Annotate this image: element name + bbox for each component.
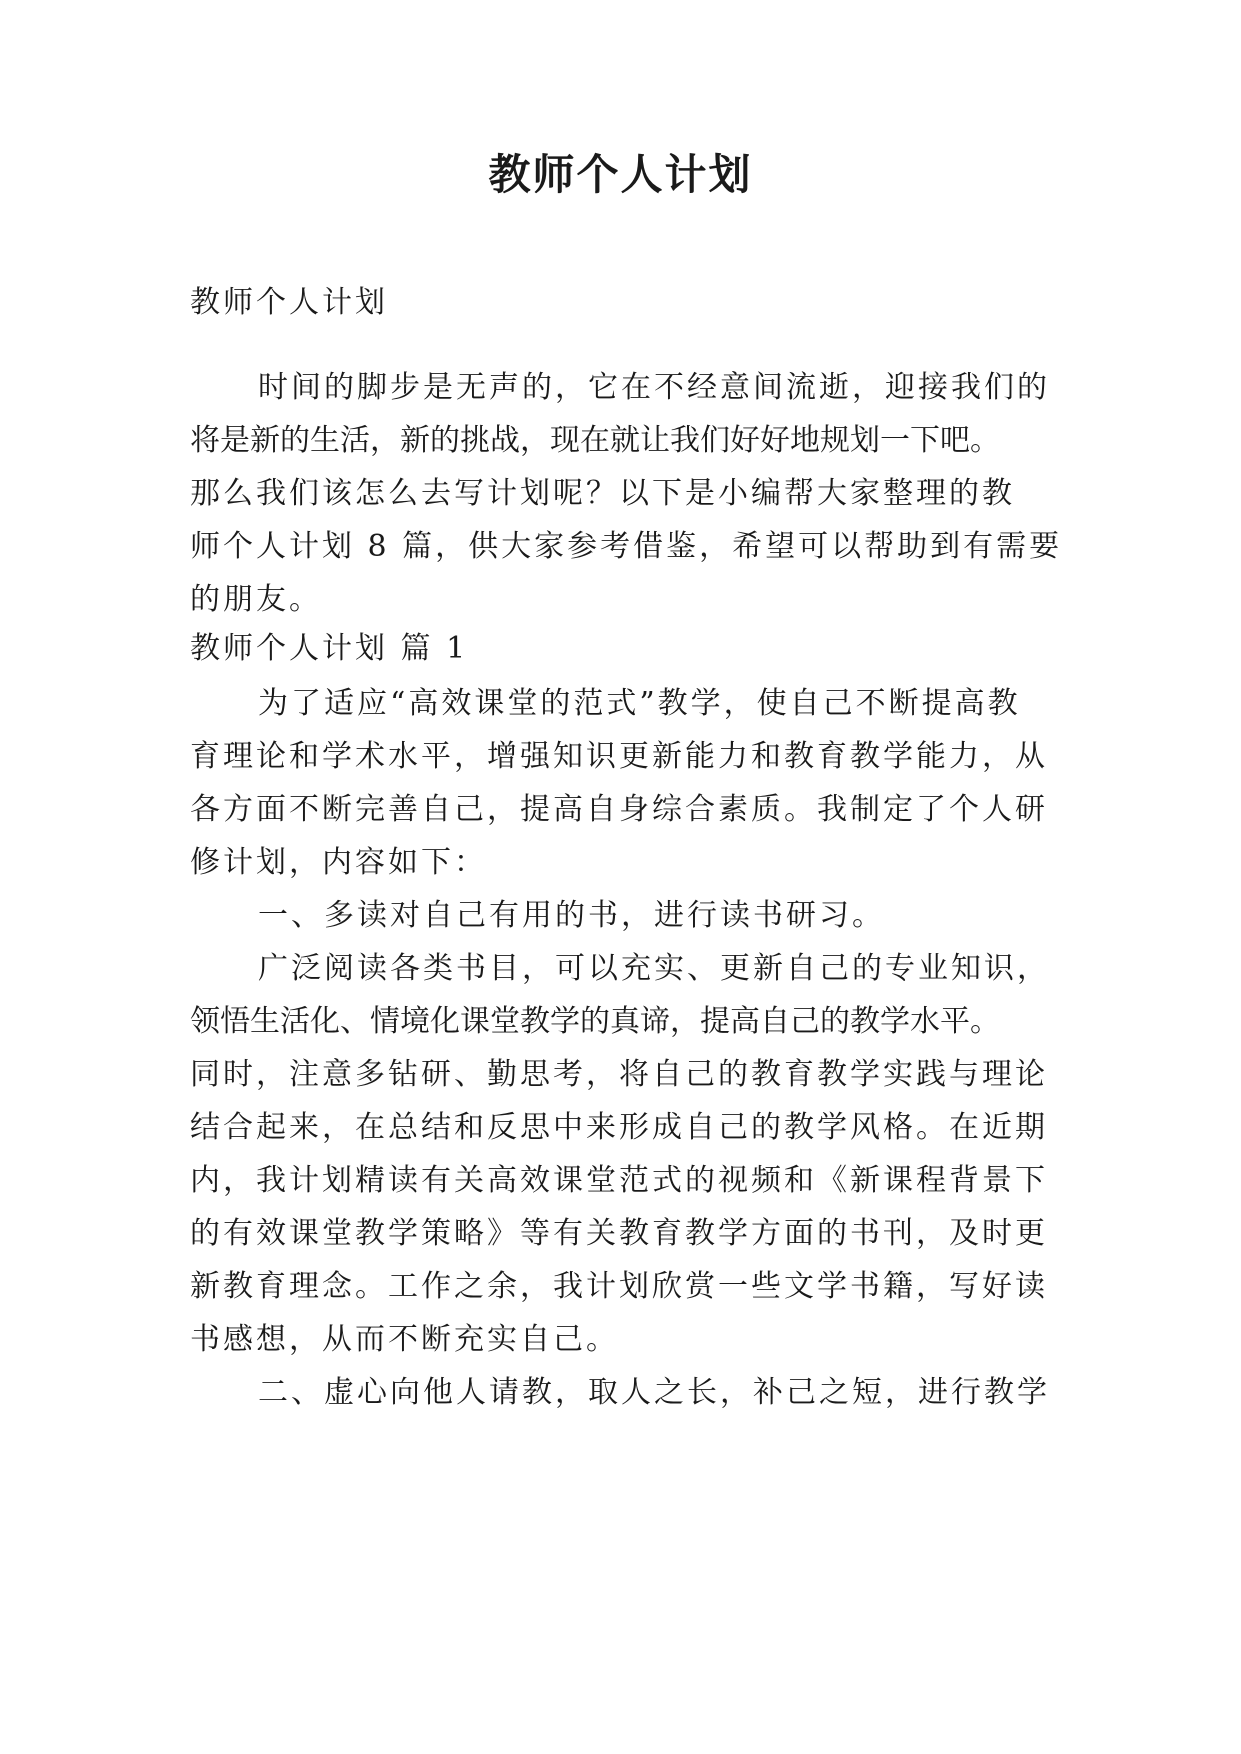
paragraph-line: 结合起来，在总结和反思中来形成自己的教学风格。在近期 — [190, 1110, 1048, 1145]
numbered-heading: 二、虚心向他人请教，取人之长，补己之短，进行教学 — [258, 1375, 1050, 1410]
paragraph-line: 为了适应“高效课堂的范式”教学，使自己不断提高教 — [258, 686, 1021, 721]
paragraph-line: 同时，注意多钻研、勤思考，将自己的教育教学实践与理论 — [190, 1057, 1048, 1092]
paragraph-line: 修计划，内容如下： — [190, 845, 487, 880]
subtitle: 教师个人计划 — [190, 285, 388, 320]
paragraph-line: 内，我计划精读有关高效课堂范式的视频和《新课程背景下 — [190, 1163, 1048, 1198]
paragraph-line: 时间的脚步是无声的，它在不经意间流逝，迎接我们的 — [258, 370, 1050, 405]
paragraph-line: 育理论和学术水平，增强知识更新能力和教育教学能力，从 — [190, 739, 1048, 774]
paragraph-line: 书感想，从而不断充实自己。 — [190, 1322, 619, 1357]
paragraph-line: 将是新的生活，新的挑战，现在就让我们好好地规划一下吧。 — [190, 423, 1000, 458]
section-heading: 教师个人计划 篇 1 — [190, 631, 469, 666]
paragraph-line: 广泛阅读各类书目，可以充实、更新自己的专业知识， — [258, 951, 1050, 986]
paragraph-line: 领悟生活化、情境化课堂教学的真谛，提高自己的教学水平。 — [190, 1004, 1000, 1039]
paragraph-line: 的朋友。 — [190, 582, 322, 617]
paragraph-line: 新教育理念。工作之余，我计划欣赏一些文学书籍，写好读 — [190, 1269, 1048, 1304]
paragraph-line: 各方面不断完善自己，提高自身综合素质。我制定了个人研 — [190, 792, 1048, 827]
document-title: 教师个人计划 — [488, 150, 753, 199]
paragraph-line: 那么我们该怎么去写计划呢？以下是小编帮大家整理的教 — [190, 476, 1015, 511]
paragraph-line: 的有效课堂教学策略》等有关教育教学方面的书刊，及时更 — [190, 1216, 1048, 1251]
paragraph-line: 师个人计划 8 篇，供大家参考借鉴，希望可以帮助到有需要 — [190, 529, 1063, 564]
numbered-heading: 一、多读对自己有用的书，进行读书研习。 — [258, 898, 885, 933]
